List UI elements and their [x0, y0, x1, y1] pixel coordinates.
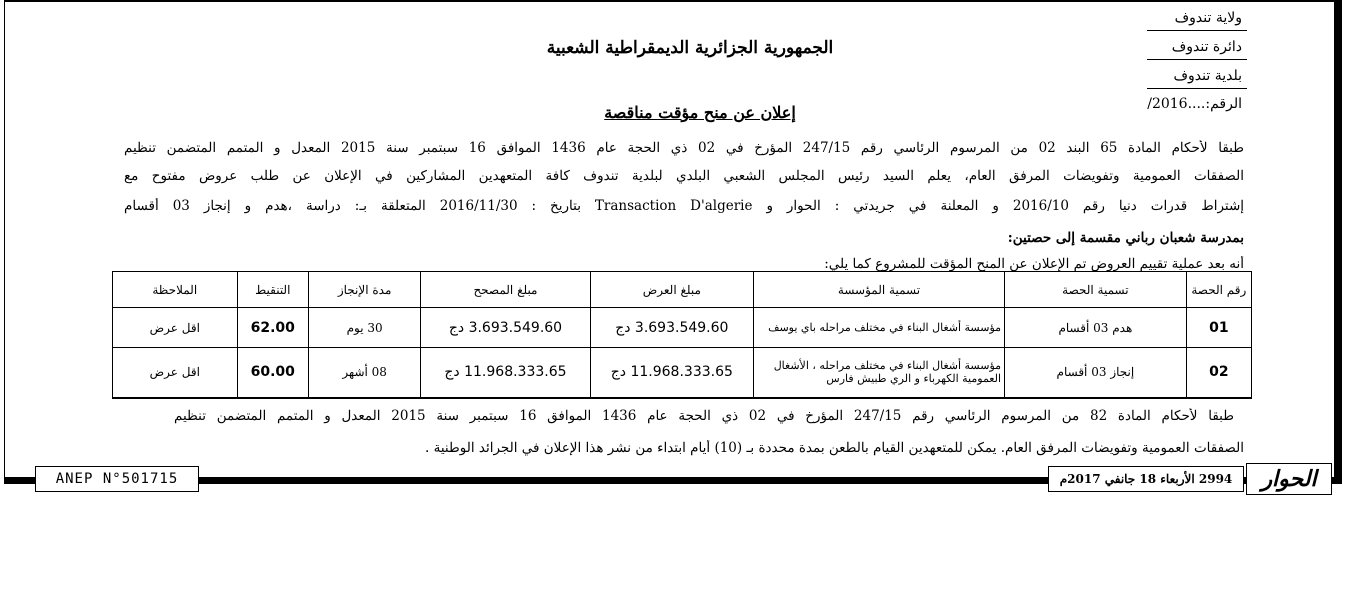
top-border [4, 0, 1342, 2]
newspaper-logo: الحوار [1246, 463, 1332, 495]
award-table [112, 271, 1252, 399]
col-duration: مدة الإنجاز [309, 272, 421, 308]
admin-underline [1147, 30, 1247, 31]
cell-company: مؤسسة أشغال البناء في مختلف مراحله باي يوسف [753, 308, 1004, 348]
intro-line-5: أنه بعد عملية تقييم العروض تم الإعلان عن المنح المؤقت للمشروع كما يلي: [824, 256, 1244, 272]
cell-corrected-amount: 11.968.333.65 دج [421, 348, 590, 398]
intro-line-2: الصفقات العمومية وتفويضات المرفق العام، يعلم السيد رئيس المجلس الشعبي البلدي لبلدية تندوف كافة المتعهدين المشاركين في الإعلان عن طلب عروض مفتوح مع [124, 168, 1244, 184]
announcement-title: إعلان عن منح مؤقت مناقصة [604, 103, 796, 122]
admin-daira: دائرة تندوف [1171, 39, 1242, 55]
intro-line-4: بمدرسة شعبان رباني مقسمة إلى حصتين: [1007, 230, 1244, 246]
intro-line-1: طبقا لأحكام المادة 65 البند 02 من المرسوم الرئاسي رقم 247/15 المؤرخ في 02 ذي الحجة عام 1436 الموافق 16 سبتمبر سنة 2015 المعدل و المتمم المتضمن تنظيم [124, 140, 1244, 156]
cell-bid-amount: 3.693.549.60 دج [590, 308, 753, 348]
col-lot-name: تسمية الحصة [1005, 272, 1187, 308]
col-score: التنقيط [237, 272, 308, 308]
table-header-row [113, 272, 1252, 308]
admin-reference: الرقم:....2016/ [1147, 96, 1242, 112]
col-note: الملاحظة [113, 272, 238, 308]
table-row [113, 348, 1252, 398]
cell-score: 62.00 [237, 308, 308, 348]
cell-lot-name: هدم 03 أقسام [1005, 308, 1187, 348]
cell-bid-amount: 11.968.333.65 دج [590, 348, 753, 398]
col-corrected-amount: مبلغ المصحح [421, 272, 590, 308]
col-lot-number: رقم الحصة [1186, 272, 1251, 308]
cell-score: 60.00 [237, 348, 308, 398]
admin-wilaya: ولاية تندوف [1174, 10, 1242, 26]
admin-underline [1147, 88, 1247, 89]
cell-lot-name: إنجاز 03 أقسام [1005, 348, 1187, 398]
closing-line-2: الصفقات العمومية وتفويضات المرفق العام. يمكن للمتعهدين القيام بالطعن بمدة محددة بـ (10) أيام ابتداء من نشر هذا الإعلان في الجرائد الوطنية . [425, 440, 1244, 456]
col-bid-amount: مبلغ العرض [590, 272, 753, 308]
cell-duration: 08 أشهر [309, 348, 421, 398]
cell-duration: 30 يوم [309, 308, 421, 348]
closing-line-1: طبقا لأحكام المادة 82 من المرسوم الرئاسي رقم 247/15 المؤرخ في 02 ذي الحجة عام 1436 الموافق 16 سبتمبر سنة 2015 المعدل و المتمم المتضمن تنظيم [174, 408, 1234, 424]
cell-lot-number: 01 [1186, 308, 1251, 348]
admin-baladia: بلدية تندوف [1173, 68, 1242, 84]
table-row [113, 308, 1252, 348]
col-company: تسمية المؤسسة [753, 272, 1004, 308]
republic-title: الجمهورية الجزائرية الديمقراطية الشعبية [546, 38, 834, 58]
cell-note: اقل عرض [113, 308, 238, 348]
issue-date: 2994 الأربعاء 18 جانفي 2017م [1048, 466, 1244, 492]
cell-corrected-amount: 3.693.549.60 دج [421, 308, 590, 348]
anep-reference: ANEP N°501715 [35, 466, 199, 492]
admin-underline [1147, 59, 1247, 60]
intro-line-3: إشتراط قدرات دنيا رقم 2016/10 و المعلنة في جريدتي : الحوار و Transaction D'algerie بتاريخ : 2016/11/30 المتعلقة بـ: دراسة ،هدم و إنجاز 03 أقسام [124, 198, 1244, 214]
cell-company: مؤسسة أشغال البناء في مختلف مراحله ، الأشغال العمومية الكهرباء و الري طبيش فارس [753, 348, 1004, 398]
cell-lot-number: 02 [1186, 348, 1251, 398]
cell-note: اقل عرض [113, 348, 238, 398]
